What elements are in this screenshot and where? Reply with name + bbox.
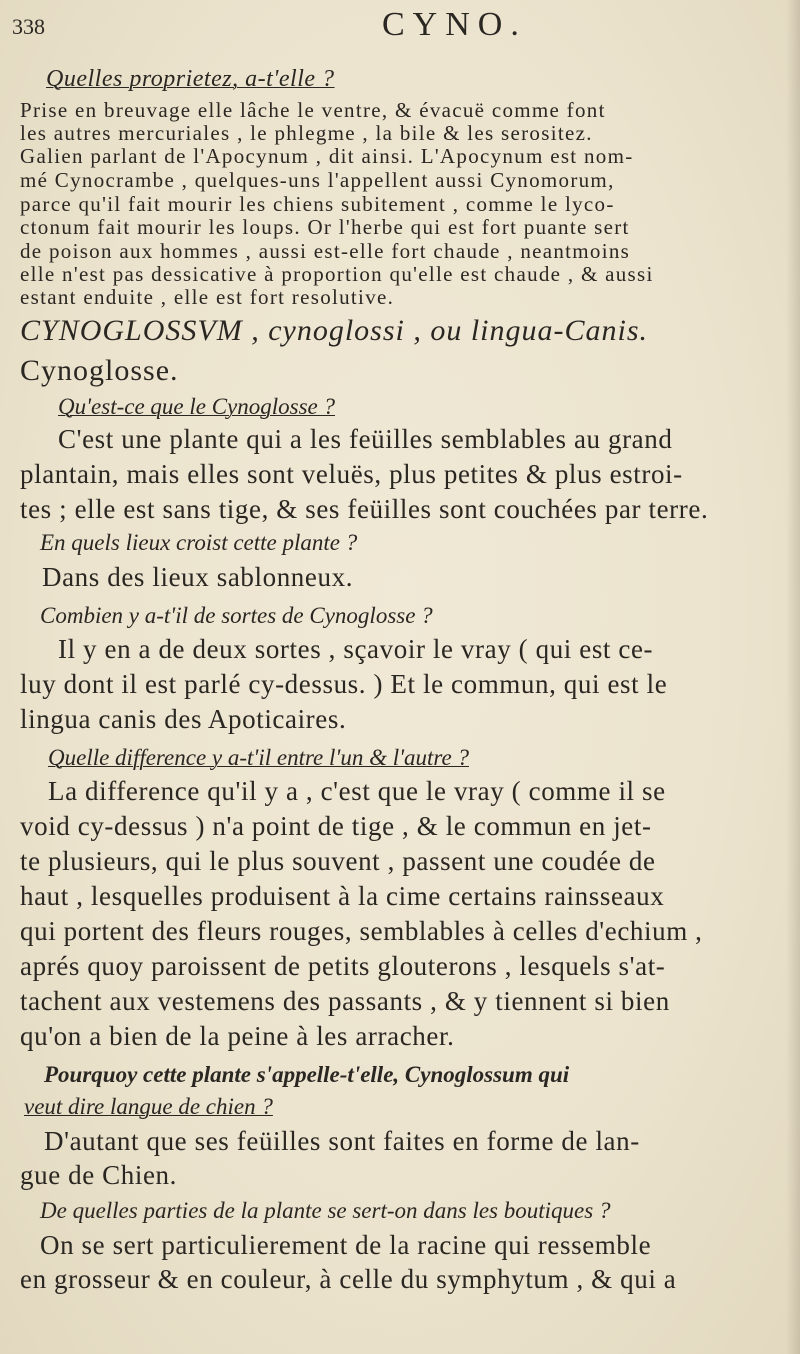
text-line: les autres mercuriales , le phlegme , la bile & les serositez. [20,121,593,145]
question-heading: Quelle difference y a-t'il entre l'un & l'autre ? [48,745,469,770]
text-line: luy dont il est parlé cy-dessus. ) Et le commun, qui est le [20,669,668,699]
text-line: estant enduite , elle est fort resolutive. [20,285,395,309]
page-number: 338 [12,14,45,39]
text-line: plantain, mais elles sont veluës, plus petites & plus estroi- [20,459,683,489]
entry-name: Cynoglosse. [20,354,179,387]
text-line: ctonum fait mourir les loups. Or l'herbe qui est fort puante sert [20,215,630,239]
page-edge-shadow [786,0,800,1354]
text-line: parce qu'il fait mourir les chiens subitement , comme le lyco- [20,192,615,216]
text-line: mé Cynocrambe , quelques-uns l'appellent aussi Cynomorum, [20,168,615,192]
text-line: aprés quoy paroissent de petits glouterons , lesquels s'at- [20,951,666,981]
question-heading: De quelles parties de la plante se sert-on dans les boutiques ? [40,1198,611,1223]
question-heading: Quelles proprietez, a-t'elle ? [46,66,335,92]
text-line: tes ; elle est sans tige, & ses feüilles sont couchées par terre. [20,494,709,524]
text-line: elle n'est pas dessicative à proportion qu'elle est chaude , & aussi [20,262,654,286]
question-heading: Qu'est-ce que le Cynoglosse ? [58,394,336,419]
text-line: La difference qu'il y a , c'est que le vray ( comme il se [48,776,666,806]
text-line: D'autant que ses feüilles sont faites en forme de lan- [44,1126,640,1156]
text-line: C'est une plante qui a les feüilles semblables au grand [58,424,673,454]
text-line: de poison aux hommes , aussi est-elle fort chaude , neantmoins [20,239,631,263]
text-line: gue de Chien. [20,1160,178,1190]
text-line: On se sert particulierement de la racine qui ressemble [40,1230,652,1260]
text-line: tachent aux vestemens des passants , & y tiennent si bien [20,986,670,1016]
question-heading: En quels lieux croist cette plante ? [40,530,358,555]
text-line: en grosseur & en couleur, à celle du symphytum , & qui a [20,1264,677,1294]
text-line: Galien parlant de l'Apocynum , dit ainsi. L'Apocynum est nom- [20,144,634,168]
text-line: haut , lesquelles produisent à la cime certains rainsseaux [20,881,665,911]
question-heading: Combien y a-t'il de sortes de Cynoglosse ? [40,603,433,628]
running-title: CYNO. [382,6,527,43]
question-heading: veut dire langue de chien ? [24,1094,273,1119]
question-heading: Pourquoy cette plante s'appelle-t'elle, Cynoglossum qui [44,1062,570,1087]
text-line: te plusieurs, qui le plus souvent , passent une coudée de [20,846,656,876]
text-line: qui portent des fleurs rouges, semblables à celles d'echium , [20,916,703,946]
text-line: void cy-dessus ) n'a point de tige , & le commun en jet- [20,811,652,841]
text-line: Il y en a de deux sortes , sçavoir le vray ( qui est ce- [58,634,654,664]
text-line: Dans des lieux sablonneux. [42,562,354,592]
text-line: qu'on a bien de la peine à les arracher. [20,1021,455,1051]
text-line: Prise en breuvage elle lâche le ventre, & évacuë comme font [20,98,606,122]
entry-title: CYNOGLOSSVM , cynoglossi , ou lingua-Canis. [20,314,649,347]
text-line: lingua canis des Apoticaires. [20,704,347,734]
